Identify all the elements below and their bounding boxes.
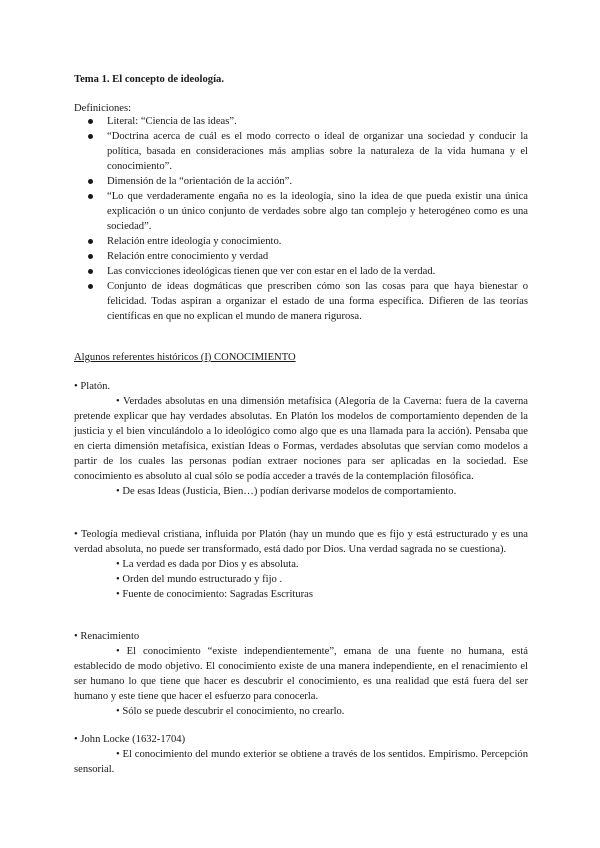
list-item: Dimensión de la “orientación de la acción”. <box>74 174 528 189</box>
sub-bullet: • Fuente de conocimiento: Sagradas Escrituras <box>116 589 313 600</box>
definitions-list <box>74 114 528 324</box>
section-subheading: • Platón. <box>74 381 111 392</box>
paragraph: • El conocimiento “existe independientemente”, emana de una fuente no humana, está establecido de modo objetivo. El conocimiento existe de una manera independiente, en el renacimiento el ser humano lo que tiene que hacer es descubrir el conocimiento, es una realidad que está fuera del ser humano y este tiene que hacer el esfuerzo para conocerla. <box>74 646 528 702</box>
document-title: Tema 1. El concepto de ideología. <box>74 74 224 85</box>
sub-bullet: • De esas Ideas (Justicia, Bien…) podían derivarse modelos de comportamiento. <box>116 486 457 497</box>
sub-bullet: • La verdad es dada por Dios y es absoluta. <box>116 559 299 570</box>
paragraph: • Verdades absolutas en una dimensión metafísica (Alegoría de la Caverna: fuera de la caverna pretende explicar que hay verdades absolutas. En Platón los modelos de comportamiento dependen de la justicia y el bien vinculándolo a lo ideológico como algo que es una llamada para la acción). Pensaba que en cierta dimensión metafísica, existían Ideas o Formas, verdades absolutas que servían como modelos a partir de los cuales las personas podían extraer nociones para ser aplicadas en la sociedad. Ese conocimiento es absoluto al cual sólo se podía acceder a través de la contemplación filosófica. <box>74 396 528 482</box>
list-item: “Doctrina acerca de cuál es el modo correcto o ideal de organizar una sociedad y conducir la política, basada en consideraciones más amplias sobre la naturaleza de la vida humana y el conocimiento”. <box>74 129 528 174</box>
list-item: Relación entre conocimiento y verdad <box>74 249 528 264</box>
bullet-icon <box>88 269 93 274</box>
locke-section <box>74 732 528 777</box>
bullet-icon <box>88 284 93 289</box>
bullet-icon <box>88 194 93 199</box>
teologia-section <box>74 527 528 602</box>
section-subheading: • Teología medieval cristiana, influida por Platón (hay un mundo que es fijo y está estructurado y es una verdad absoluta, no puede ser transformado, está dado por Dios. Una verdad sagrada no se cuestiona). <box>74 529 528 555</box>
bullet-icon <box>88 179 93 184</box>
list-item: Conjunto de ideas dogmáticas que prescriben cómo son las cosas para que haya bienestar o felicidad. Todas aspiran a organizar el estado de una forma específica. Difieren de las teorías científicas en que no explican el mundo de manera rigurosa. <box>74 279 528 324</box>
sub-bullet: • Orden del mundo estructurado y fijo . <box>116 574 283 585</box>
definitions-label: Definiciones: <box>74 103 132 114</box>
list-item: Literal: “Ciencia de las ideas”. <box>74 114 528 129</box>
list-item: “Lo que verdaderamente engaña no es la ideología, sino la idea de que pueda existir una única explicación o un único conjunto de verdades sobre algo tan complejo y heterogéneo como es una sociedad”. <box>74 189 528 234</box>
section-subheading: • Renacimiento <box>74 631 140 642</box>
paragraph: • El conocimiento del mundo exterior se obtiene a través de los sentidos. Empirismo. Percepción sensorial. <box>74 749 528 775</box>
bullet-icon <box>88 239 93 244</box>
bullet-icon <box>88 119 93 124</box>
platon-section <box>74 379 528 499</box>
bullet-icon <box>88 254 93 259</box>
list-item: Las convicciones ideológicas tienen que ver con estar en el lado de la verdad. <box>74 264 528 279</box>
list-item: Relación entre ideología y conocimiento. <box>74 234 528 249</box>
sub-bullet: • Sólo se puede descubrir el conocimiento, no crearlo. <box>116 706 345 717</box>
section-subheading: • John Locke (1632-1704) <box>74 734 186 745</box>
bullet-icon <box>88 134 93 139</box>
section-heading: Algunos referentes históricos (I) CONOCIMIENTO <box>74 352 296 363</box>
renacimiento-section <box>74 629 528 719</box>
